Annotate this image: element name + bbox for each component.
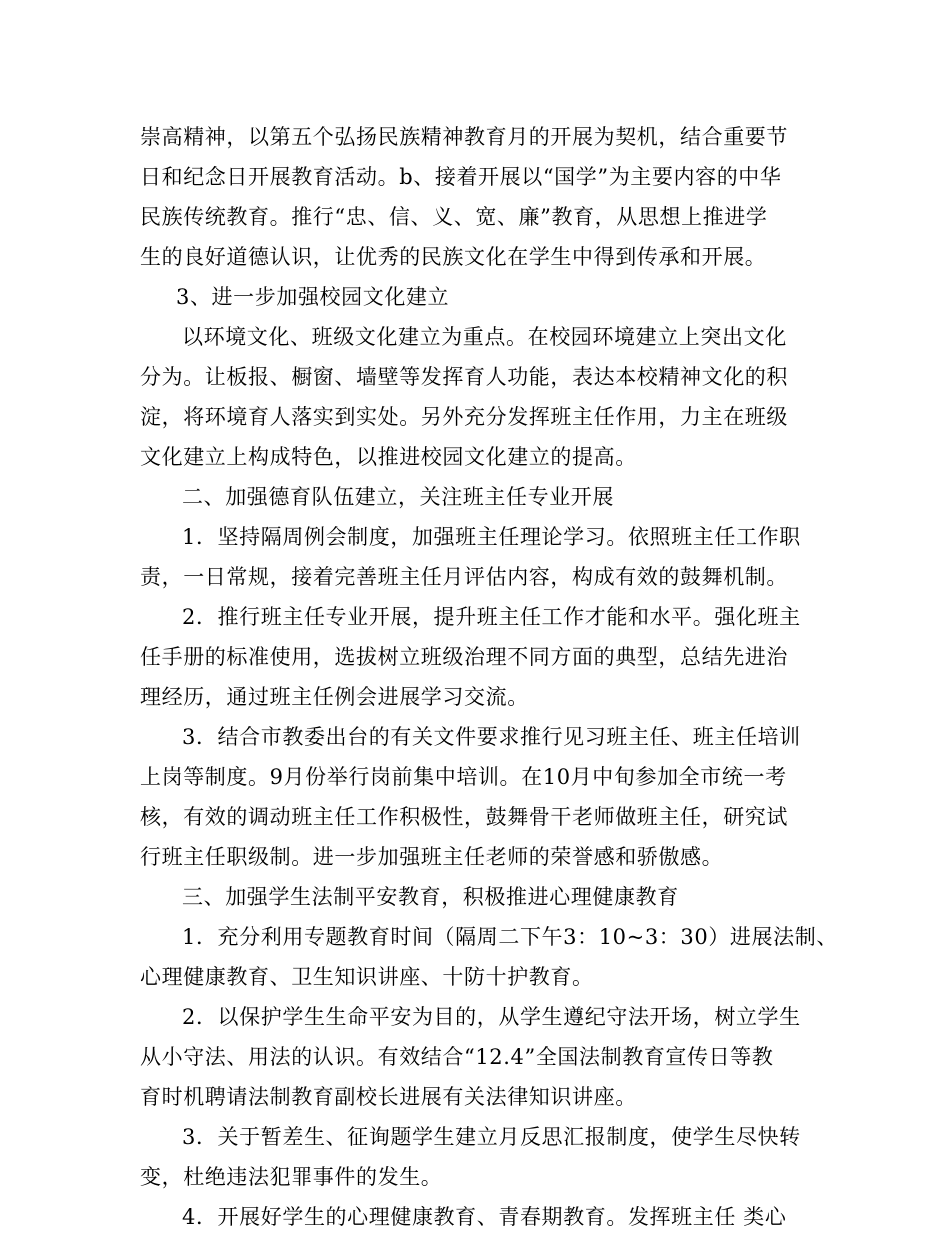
text-line: 日和纪念日开展教育活动。b、接着开展以“国学”为主要内容的中华	[140, 165, 782, 189]
text-line: 任手册的标准使用，选拔树立班级治理不同方面的典型，总结先进治	[140, 645, 788, 669]
text-line: 1．坚持隔周例会制度，加强班主任理论学习。依照班主任工作职	[182, 525, 801, 549]
text-line: 淀，将环境育人落实到实处。另外充分发挥班主任作用，力主在班级	[140, 405, 788, 429]
text-line: 4．开展好学生的心理健康教育、青春期教育。发挥班主任 类心	[182, 1205, 787, 1229]
text-line: 心理健康教育、卫生知识讲座、十防十护教育。	[140, 965, 594, 989]
text-line: 从小守法、用法的认识。有效结合“12.4”全国法制教育宣传日等教	[140, 1045, 774, 1069]
text-line: 2．推行班主任专业开展，提升班主任工作才能和水平。强化班主	[182, 605, 801, 629]
section-heading: 3、进一步加强校园文化建立	[176, 285, 450, 309]
text-line: 理经历，通过班主任例会进展学习交流。	[140, 685, 529, 709]
text-line: 1．充分利用专题教育时间（隔周二下午3：10~3：30）进展法制、	[182, 925, 838, 949]
text-line: 责，一日常规，接着完善班主任月评估内容，构成有效的鼓舞机制。	[140, 565, 788, 589]
text-line: 核，有效的调动班主任工作积极性，鼓舞骨干老师做班主任，研究试	[140, 805, 788, 829]
body-text	[140, 117, 838, 1237]
text-line: 3．关于暂差生、征询题学生建立月反思汇报制度，使学生尽快转	[182, 1125, 801, 1149]
section-heading: 三、加强学生法制平安教育，积极推进心理健康教育	[182, 885, 679, 909]
text-line: 育时机聘请法制教育副校长进展有关法律知识讲座。	[140, 1085, 637, 1109]
text-line: 生的良好道德认识，让优秀的民族文化在学生中得到传承和开展。	[140, 245, 767, 269]
text-line: 民族传统教育。推行“忠、信、义、宽、廉”教育，从思想上推进学	[140, 205, 768, 229]
text-line: 行班主任职级制。进一步加强班主任老师的荣誉感和骄傲感。	[140, 845, 724, 869]
section-heading: 二、加强德育队伍建立，关注班主任专业开展	[182, 485, 614, 509]
text-line: 2．以保护学生生命平安为目的，从学生遵纪守法开场，树立学生	[182, 1005, 801, 1029]
text-line: 以环境文化、班级文化建立为重点。在校园环境建立上突出文化	[182, 325, 787, 349]
text-line: 3．结合市教委出台的有关文件要求推行见习班主任、班主任培训	[182, 725, 801, 749]
text-line: 分为。让板报、橱窗、墙壁等发挥育人功能，表达本校精神文化的积	[140, 365, 788, 389]
text-line: 变，杜绝违法犯罪事件的发生。	[140, 1165, 443, 1189]
text-line: 上岗等制度。9月份举行岗前集中培训。在10月中旬参加全市统一考	[140, 765, 787, 789]
text-line: 文化建立上构成特色，以推进校园文化建立的提高。	[140, 445, 637, 469]
text-line: 崇高精神，以第五个弘扬民族精神教育月的开展为契机，结合重要节	[140, 125, 788, 149]
